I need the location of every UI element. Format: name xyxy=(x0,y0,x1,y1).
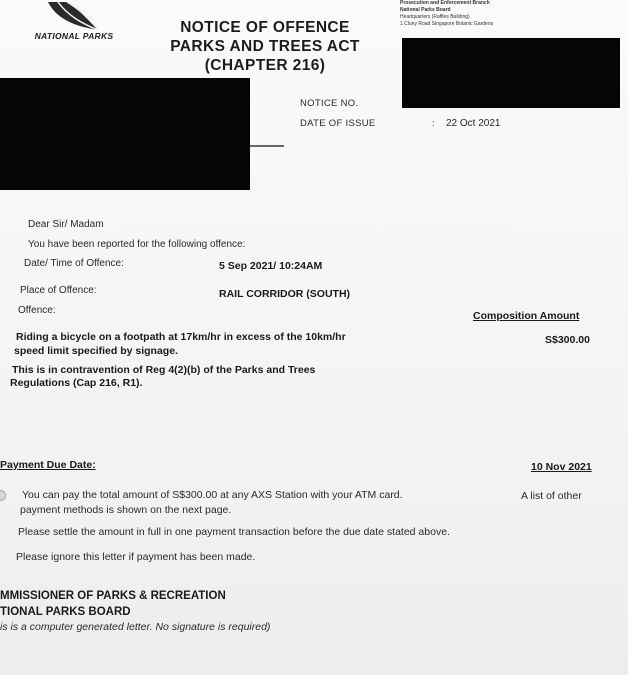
place-value: RAIL CORRIDOR (SOUTH) xyxy=(219,288,351,300)
payment-line-1a: You can pay the total amount of S$300.00 at any AXS Station with your ATM card. xyxy=(22,489,403,501)
date-of-issue-value: 22 Oct 2021 xyxy=(446,118,501,129)
agency-line-4: 1 Cluny Road Singapore Botanic Gardens xyxy=(400,21,494,27)
payment-due-label: Payment Due Date: xyxy=(0,459,96,471)
offence-line-2: speed limit specified by signage. xyxy=(14,345,178,357)
offence-line-1: Riding a bicycle on a footpath at 17km/hr in excess of the 10km/hr xyxy=(16,331,346,343)
composition-amount-value: S$300.00 xyxy=(545,334,590,346)
datetime-label: Date/ Time of Offence: xyxy=(24,258,124,269)
offence-label: Offence: xyxy=(18,305,56,316)
contravention-line-2: Regulations (Cap 216, R1). xyxy=(10,377,143,389)
document-title xyxy=(150,18,380,75)
date-separator: : xyxy=(432,118,435,129)
footer-line-1: MMISSIONER OF PARKS & RECREATION xyxy=(0,590,226,602)
redaction-block-notice-no xyxy=(402,38,620,108)
title-line-2: PARKS AND TREES ACT xyxy=(170,38,360,55)
agency-line-3: Headquarters (Raffles Building) xyxy=(400,14,470,20)
national-parks-logo xyxy=(28,0,118,60)
offence-intro: You have been reported for the following offence: xyxy=(28,239,246,250)
agency-line-1: Prosecution and Enforcement Branch xyxy=(400,0,490,6)
redaction-edge-line xyxy=(250,145,284,147)
title-line-1: NOTICE OF OFFENCE xyxy=(180,19,350,36)
date-of-issue-label: DATE OF ISSUE xyxy=(300,118,376,129)
notice-no-label: NOTICE NO. xyxy=(300,98,359,109)
payment-line-3: Please settle the amount in full in one payment transaction before the due date stated above. xyxy=(18,526,450,538)
punch-hole xyxy=(0,490,6,501)
payment-due-date: 10 Nov 2021 xyxy=(531,461,592,473)
composition-amount-label: Composition Amount xyxy=(473,310,580,322)
logo-text: NATIONAL PARKS xyxy=(34,31,114,41)
salutation: Dear Sir/ Madam xyxy=(28,219,104,230)
footer-line-3: is is a computer generated letter. No signature is required) xyxy=(0,621,271,633)
agency-address xyxy=(400,0,493,28)
title-line-3: (CHAPTER 216) xyxy=(204,57,326,74)
footer-line-2: TIONAL PARKS BOARD xyxy=(0,606,131,618)
place-label: Place of Offence: xyxy=(20,285,97,296)
datetime-value: 5 Sep 2021/ 10:24AM xyxy=(219,260,323,272)
contravention-line-1: This is in contravention of Reg 4(2)(b) of the Parks and Trees xyxy=(12,364,316,376)
agency-line-2: National Parks Board xyxy=(400,7,451,13)
payment-line-1b: A list of other xyxy=(521,490,582,502)
payment-line-2: payment methods is shown on the next page. xyxy=(20,504,232,516)
payment-line-4: Please ignore this letter if payment has been made. xyxy=(16,551,256,563)
redaction-block-address xyxy=(0,78,250,190)
